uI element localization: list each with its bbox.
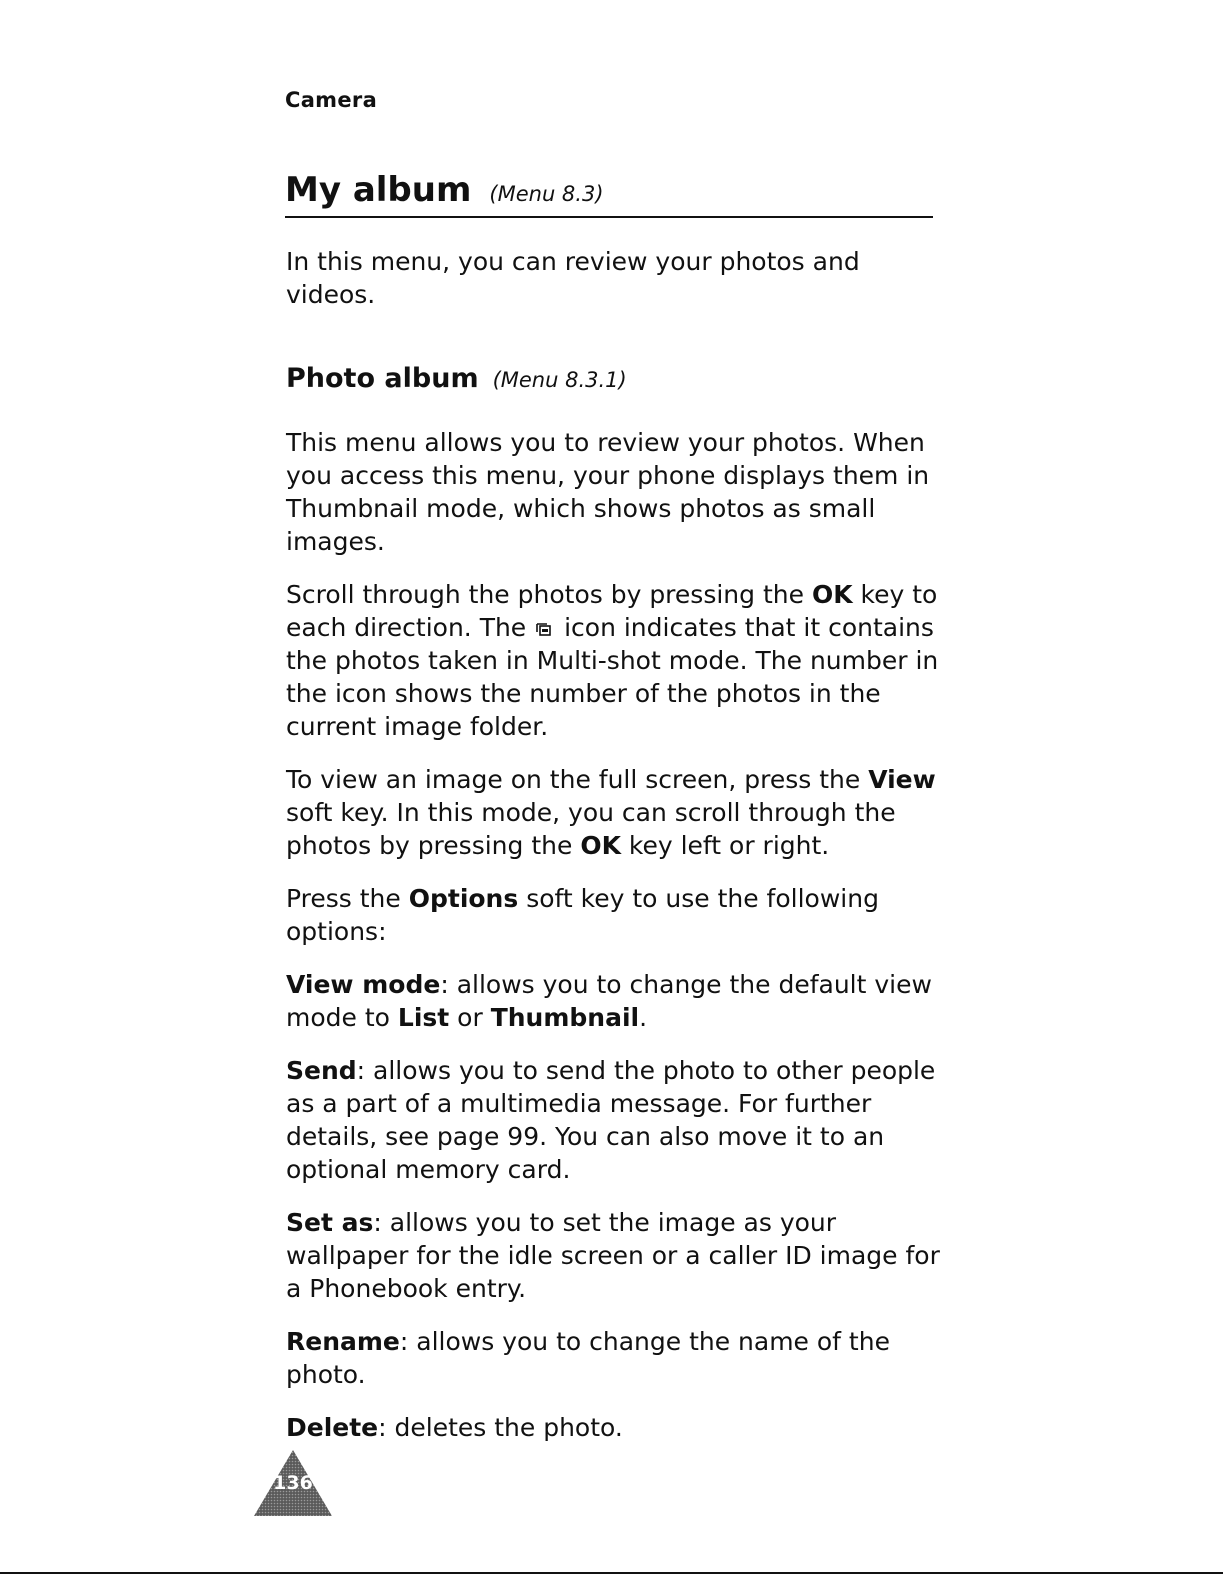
bottom-edge-line [0,1572,1223,1574]
option-sep: : [378,1413,395,1442]
intro-paragraph: In this menu, you can review your photos and videos. [286,247,860,309]
photo-album-paragraph-1: This menu allows you to review your photos. When you access this menu, your phone displays them in Thumbnail mode, which shows photos as small images. [286,428,930,556]
title-row [285,170,933,218]
option-term: Delete [286,1413,379,1442]
title-menu-ref: (Menu 8.3) [489,182,604,206]
option-desc: allows you to change the default view mode to [286,970,932,1032]
p2-text-a: Scroll through the photos by pressing the [286,580,812,609]
option-desc-mid: or [449,1003,491,1032]
photo-album-paragraph-4 [286,882,946,948]
list-term: List [397,1003,450,1032]
options-key-term: Options [408,884,519,913]
p3-text-e: key left or right. [620,831,830,860]
page-number: 136 [273,1472,313,1494]
option-desc: allows you to send the photo to other people as a part of a multimedia message. For further details, see page 99. You can also move it to an optional memory card. [286,1056,936,1184]
option-desc: allows you to set the image as your wallpaper for the idle screen or a caller ID image for a Phonebook entry. [286,1208,940,1303]
photo-album-paragraph-3 [286,763,946,862]
photo-album-heading [286,361,946,398]
option-term: View mode [286,970,441,999]
option-view-mode [286,968,946,1034]
ok-key-term: OK [811,580,853,609]
option-desc: allows you to change the name of the photo. [286,1327,890,1389]
thumbnail-term: Thumbnail [490,1003,640,1032]
section-header: Camera [285,88,378,112]
photo-album-paragraph-2 [286,578,946,743]
multi-shot-icon [536,621,552,637]
photo-album-menu-ref: (Menu 8.3.1) [492,368,627,392]
option-delete [286,1411,946,1444]
option-term: Set as [286,1208,374,1237]
p2-text-d: icon indicates that it contains the photos taken in Multi-shot mode. The number in the icon shows the number of the photos in the current image folder. [286,613,939,741]
main-content [286,245,946,1464]
p4-text-a: Press the [286,884,409,913]
option-term: Send [286,1056,357,1085]
view-key-term: View [868,765,936,794]
option-sep: : [399,1327,417,1356]
ok-key-term-2: OK [580,831,621,860]
option-rename [286,1325,946,1391]
p3-text-a: To view an image on the full screen, press the [286,765,869,794]
option-sep: : [373,1208,390,1237]
option-sep: : [356,1056,374,1085]
page-title: My album [285,170,472,210]
p2-text-c: key to each direction. The [286,580,938,642]
option-send [286,1054,946,1186]
option-sep: : [440,970,457,999]
option-desc: deletes the photo. [394,1413,623,1442]
photo-album-heading-text: Photo album [286,363,479,394]
option-set-as [286,1206,946,1305]
p3-text-c: soft key. In this mode, you can scroll through the photos by pressing the [286,798,896,860]
p4-text-c: soft key to use the following options: [286,884,879,946]
option-desc-end: . [639,1003,648,1032]
option-term: Rename [286,1327,400,1356]
